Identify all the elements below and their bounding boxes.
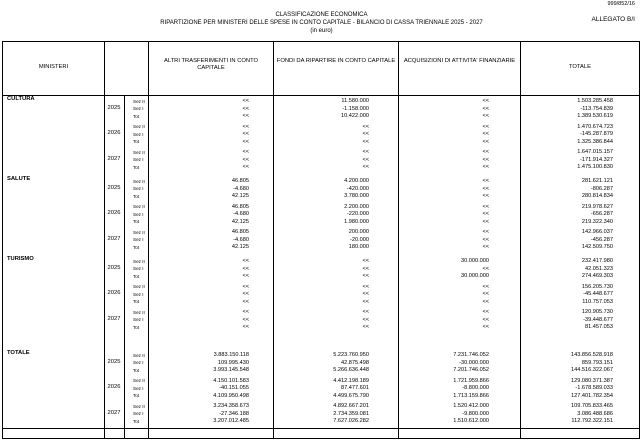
value-cell: 3.086.488.686: [577, 410, 613, 417]
document-reference: 999/852/16: [607, 1, 635, 7]
value-cell: <<: [482, 131, 489, 138]
value-cell: -40.151.055: [219, 385, 249, 392]
value-cell: 7.231.746.052: [453, 352, 489, 358]
section-label: Sez I: [133, 317, 144, 323]
value-cell: 3.207.012.485: [213, 418, 249, 425]
section-label: Sez II: [133, 309, 145, 315]
section-label: Sez II: [133, 98, 145, 104]
section-label: Tot: [133, 244, 140, 250]
value-cell: <<: [482, 236, 489, 243]
value-cell: 4.892.667.201: [333, 403, 369, 410]
value-cell: -8.800.000: [462, 385, 489, 392]
value-cell: <<: [482, 164, 489, 171]
value-cell: 5.223.760.950: [333, 352, 369, 358]
value-cell: <<: [362, 291, 369, 298]
ministry-name: SALUTE: [7, 176, 31, 182]
value-cell: -1.678.589.033: [575, 385, 613, 392]
value-cell: <<: [242, 291, 249, 298]
year-label: 2025: [107, 264, 121, 271]
value-cell: <<: [482, 309, 489, 316]
year-label: 2027: [107, 315, 121, 322]
value-cell: 3.993.145.548: [213, 367, 249, 374]
section-label: Tot: [133, 193, 140, 199]
value-cell: -656.287: [590, 211, 613, 218]
value-cell: <<: [482, 265, 489, 272]
value-cell: <<: [362, 258, 369, 264]
value-cell: <<: [482, 324, 489, 331]
value-cell: 7.627.026.282: [333, 418, 369, 425]
section-label: Sez II: [133, 352, 145, 358]
value-cell: <<: [482, 298, 489, 305]
value-cell: <<: [482, 229, 489, 236]
value-cell: -4.680: [233, 185, 249, 192]
value-cell: 1.520.412.000: [453, 403, 489, 410]
section-label: Sez II: [133, 178, 145, 184]
value-cell: <<: [482, 291, 489, 298]
value-cell: 7.201.746.052: [453, 367, 489, 374]
value-cell: 4.499.675.790: [333, 392, 369, 399]
value-cell: <<: [242, 164, 249, 171]
value-cell: 4.150.101.583: [213, 377, 249, 384]
value-cell: 46.805: [231, 229, 249, 236]
section-label: Tot: [133, 418, 140, 424]
value-cell: 42.125: [231, 244, 249, 251]
header-fondi-ripartire: FONDI DA RIPARTIRE IN CONTO CAPITALE: [276, 58, 396, 64]
value-cell: -145.287.879: [580, 131, 613, 138]
section-label: Sez II: [133, 204, 145, 210]
value-cell: 281.621.121: [581, 178, 613, 184]
value-cell: -45.448.677: [583, 291, 613, 298]
value-cell: <<: [482, 156, 489, 163]
value-cell: <<: [482, 98, 489, 104]
ministry-name: CULTURA: [7, 96, 35, 102]
value-cell: <<: [482, 105, 489, 112]
value-cell: <<: [242, 113, 249, 120]
value-cell: <<: [242, 265, 249, 272]
value-cell: 11.580.000: [341, 98, 369, 104]
value-cell: -30.000.000: [459, 359, 489, 366]
value-cell: <<: [362, 283, 369, 290]
year-label: 2027: [107, 155, 121, 162]
section-label: Sez II: [133, 378, 145, 384]
section-label: Sez II: [133, 284, 145, 290]
value-cell: -4.680: [233, 236, 249, 243]
value-cell: <<: [362, 298, 369, 305]
section-label: Sez I: [133, 211, 144, 217]
value-cell: 46.805: [231, 178, 249, 184]
value-cell: 142.509.750: [581, 244, 613, 251]
value-cell: <<: [242, 324, 249, 331]
value-cell: -220.000: [346, 211, 369, 218]
section-label: Sez I: [133, 411, 144, 417]
value-cell: 1.503.285.458: [577, 98, 613, 104]
value-cell: 30.000.000: [461, 273, 489, 280]
value-cell: 129.080.371.387: [571, 377, 613, 384]
year-label: 2026: [107, 290, 121, 297]
value-cell: <<: [242, 123, 249, 130]
value-cell: <<: [482, 316, 489, 323]
section-label: Sez I: [133, 266, 144, 272]
value-cell: 4.412.198.189: [333, 377, 369, 384]
year-label: 2026: [107, 384, 121, 391]
value-cell: <<: [362, 265, 369, 272]
section-label: Sez I: [133, 291, 144, 297]
header-totale: TOTALE: [568, 64, 591, 70]
section-label: Tot: [133, 299, 140, 305]
value-cell: -39.448.677: [583, 316, 613, 323]
value-cell: 109.705.833.465: [571, 403, 613, 410]
value-cell: 1.713.159.866: [453, 392, 489, 399]
value-cell: <<: [242, 283, 249, 290]
section-label: Tot: [133, 393, 140, 399]
value-cell: 10.422.000: [341, 113, 369, 120]
value-cell: 4.200.000: [344, 178, 369, 184]
value-cell: <<: [482, 244, 489, 251]
value-cell: 42.125: [231, 193, 249, 200]
title-unit: (in euro): [310, 28, 333, 34]
ministry-name: TOTALE: [7, 350, 30, 356]
value-cell: <<: [482, 138, 489, 145]
value-cell: 42.051.323: [585, 265, 613, 272]
value-cell: 109.995.430: [217, 359, 249, 366]
value-cell: <<: [242, 149, 249, 156]
value-cell: <<: [482, 203, 489, 210]
value-cell: 1.510.612.000: [453, 418, 489, 425]
value-cell: 81.457.053: [585, 324, 613, 331]
year-label: 2027: [107, 409, 121, 416]
value-cell: -113.754.839: [580, 105, 613, 112]
value-cell: 5.266.636.448: [333, 367, 369, 374]
value-cell: 2.734.359.081: [333, 410, 369, 417]
year-label: 2025: [107, 104, 121, 111]
value-cell: <<: [242, 309, 249, 316]
section-label: Tot: [133, 139, 140, 145]
value-cell: 3.234.358.673: [213, 403, 249, 410]
value-cell: -420.000: [346, 185, 369, 192]
value-cell: 859.793.151: [581, 359, 613, 366]
value-cell: <<: [362, 131, 369, 138]
value-cell: <<: [362, 309, 369, 316]
value-cell: 156.205.730: [581, 283, 613, 290]
value-cell: 180.000: [348, 244, 369, 251]
value-cell: <<: [482, 211, 489, 218]
value-cell: <<: [482, 123, 489, 130]
title-classification: CLASSIFICAZIONE ECONOMICA: [275, 12, 368, 18]
year-label: 2025: [107, 358, 121, 365]
value-cell: 2.200.000: [344, 203, 369, 210]
attachment-label: ALLEGATO B/I: [591, 16, 635, 23]
value-cell: 274.469.303: [581, 273, 613, 280]
value-cell: 1.721.959.866: [453, 377, 489, 384]
value-cell: <<: [242, 156, 249, 163]
value-cell: 1.389.530.619: [577, 113, 613, 120]
ministry-name: TURISMO: [7, 256, 34, 262]
value-cell: 1.325.386.844: [577, 138, 613, 145]
header-altri-trasferimenti: ALTRI TRASFERIMENTI IN CONTO CAPITALE: [163, 58, 259, 71]
value-cell: 280.814.834: [581, 193, 613, 200]
value-cell: 143.856.528.918: [571, 352, 613, 358]
year-label: 2026: [107, 210, 121, 217]
value-cell: 142.966.037: [581, 229, 613, 236]
value-cell: <<: [362, 324, 369, 331]
section-label: Sez I: [133, 186, 144, 192]
value-cell: 4.109.950.498: [213, 392, 249, 399]
value-cell: <<: [482, 283, 489, 290]
value-cell: 1.470.674.723: [577, 123, 613, 130]
year-label: 2027: [107, 235, 121, 242]
value-cell: -4.680: [233, 211, 249, 218]
value-cell: <<: [362, 164, 369, 171]
value-cell: 232.417.980: [581, 258, 613, 264]
section-label: Sez I: [133, 106, 144, 112]
value-cell: -1.158.000: [342, 105, 369, 112]
value-cell: 87.477.601: [341, 385, 369, 392]
value-cell: <<: [362, 138, 369, 145]
value-cell: -27.346.188: [219, 410, 249, 417]
section-label: Sez I: [133, 131, 144, 137]
section-label: Tot: [133, 219, 140, 225]
section-label: Sez I: [133, 385, 144, 391]
value-cell: 30.000.000: [461, 258, 489, 264]
value-cell: <<: [242, 105, 249, 112]
value-cell: 3.780.000: [344, 193, 369, 200]
value-cell: <<: [242, 131, 249, 138]
value-cell: <<: [362, 149, 369, 156]
section-label: Tot: [133, 367, 140, 373]
value-cell: 3.883.150.118: [213, 352, 249, 358]
value-cell: -171.914.327: [580, 156, 613, 163]
year-label: 2025: [107, 184, 121, 191]
value-cell: <<: [362, 316, 369, 323]
value-cell: <<: [482, 149, 489, 156]
value-cell: 127.401.782.354: [571, 392, 613, 399]
value-cell: <<: [242, 316, 249, 323]
year-label: 2026: [107, 130, 121, 137]
section-label: Sez II: [133, 258, 145, 264]
section-label: Sez II: [133, 229, 145, 235]
value-cell: <<: [362, 123, 369, 130]
value-cell: 219.978.627: [581, 203, 613, 210]
value-cell: 1.980.000: [344, 218, 369, 225]
value-cell: <<: [482, 113, 489, 120]
value-cell: <<: [482, 193, 489, 200]
value-cell: 42.125: [231, 218, 249, 225]
section-label: Sez II: [133, 149, 145, 155]
value-cell: 120.905.730: [581, 309, 613, 316]
header-acquisizioni: ACQUISIZIONI DI ATTIVITA' FINANZIARIE: [403, 58, 516, 64]
section-label: Sez I: [133, 360, 144, 366]
value-cell: 46.805: [231, 203, 249, 210]
value-cell: <<: [242, 98, 249, 104]
section-label: Tot: [133, 273, 140, 279]
title-breakdown: RIPARTIZIONE PER MINISTERI DELLE SPESE IN CONTO CAPITALE - BILANCIO DI CASSA TRIENNALE 2025 - 2027: [160, 20, 483, 26]
section-label: Sez I: [133, 237, 144, 243]
section-label: Tot: [133, 324, 140, 330]
value-cell: 112.792.322.151: [571, 418, 613, 425]
value-cell: <<: [362, 273, 369, 280]
value-cell: <<: [242, 258, 249, 264]
value-cell: 144.516.322.067: [571, 367, 613, 374]
value-cell: <<: [242, 273, 249, 280]
value-cell: -456.287: [590, 236, 613, 243]
value-cell: 110.757.053: [582, 298, 613, 305]
section-label: Tot: [133, 164, 140, 170]
value-cell: 42.875.498: [341, 359, 369, 366]
value-cell: <<: [482, 218, 489, 225]
value-cell: <<: [362, 156, 369, 163]
section-label: Sez II: [133, 403, 145, 409]
header-ministeri: MINISTERI: [38, 64, 69, 70]
section-label: Sez II: [133, 124, 145, 130]
value-cell: 219.322.340: [581, 218, 613, 225]
value-cell: -806.287: [590, 185, 613, 192]
value-cell: 1.475.100.830: [577, 164, 613, 171]
value-cell: -20.000: [350, 236, 369, 243]
value-cell: <<: [242, 138, 249, 145]
value-cell: <<: [482, 185, 489, 192]
section-label: Tot: [133, 113, 140, 119]
value-cell: <<: [242, 298, 249, 305]
value-cell: 1.647.015.157: [577, 149, 613, 156]
value-cell: <<: [482, 178, 489, 184]
value-cell: -9.800.000: [462, 410, 489, 417]
value-cell: 200.000: [348, 229, 369, 236]
section-label: Sez I: [133, 157, 144, 163]
spending-table: [2, 41, 640, 439]
